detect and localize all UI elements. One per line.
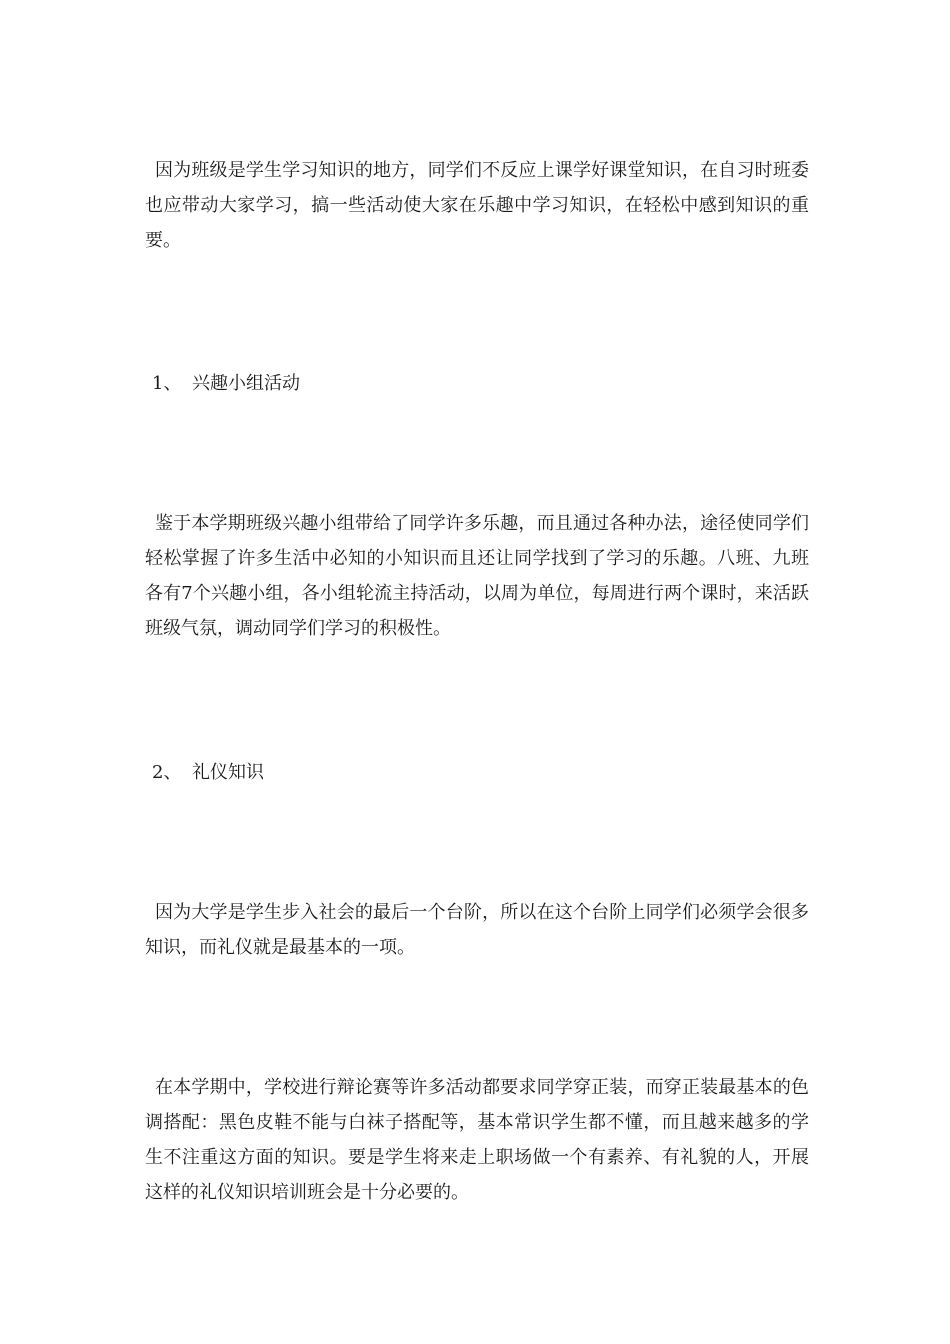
section-number: 1、 bbox=[152, 373, 182, 394]
section-title: 礼仪知识 bbox=[192, 762, 264, 783]
section-title: 兴趣小组活动 bbox=[192, 373, 300, 394]
paragraph-class-learning: 因为班级是学生学习知识的地方，同学们不反应上课学好课堂知识，在自习时班委也应带动大家学习，搞一些活动使大家在乐趣中学习知识，在轻松中感到知识的重要。 bbox=[145, 160, 809, 251]
paragraph-interest-groups: 鉴于本学期班级兴趣小组带给了同学许多乐趣，而且通过各种办法，途径使同学们轻松掌握了许多生活中必知的小知识而且还让同学找到了学习的乐趣。八班、九班各有7个兴趣小组，各小组轮流主持活动，以周为单位，每周进行两个课时，来活跃班级气氛，调动同学们学习的积极性。 bbox=[145, 513, 809, 639]
section-heading-interest-groups bbox=[152, 366, 300, 401]
paragraph-etiquette-intro: 因为大学是学生步入社会的最后一个台阶，所以在这个台阶上同学们必须学会很多知识，而礼仪就是最基本的一项。 bbox=[145, 902, 809, 958]
section-heading-etiquette bbox=[152, 755, 264, 790]
paragraph-etiquette-detail: 在本学期中，学校进行辩论赛等许多活动都要求同学穿正装，而穿正装最基本的色调搭配：黑色皮鞋不能与白袜子搭配等，基本常识学生都不懂，而且越来越多的学生不注重这方面的知识。要是学生将来走上职场做一个有素养、有礼貌的人，开展这样的礼仪知识培训班会是十分必要的。 bbox=[145, 1077, 809, 1203]
section-number: 2、 bbox=[152, 762, 182, 783]
